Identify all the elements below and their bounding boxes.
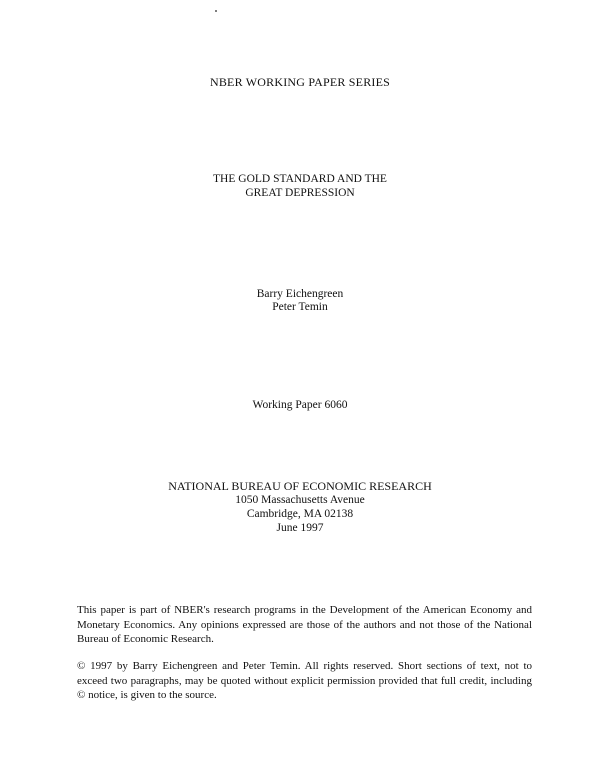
author-name: Barry Eichengreen [256, 288, 344, 300]
program-note: This paper is part of NBER's research programs in the Development of the American Economy and Monetary Economics. Any opinions expressed are those of the authors and not those of the National Bureau of Economic Research. [77, 604, 532, 645]
publisher-address: 1050 Massachusetts Avenue [235, 494, 365, 506]
publisher-city: Cambridge, MA 02138 [246, 508, 354, 520]
author-name: Peter Temin [272, 301, 328, 313]
paper-title-line-1: THE GOLD STANDARD AND THE [213, 173, 387, 185]
scan-speck [215, 10, 217, 12]
copyright-note: © 1997 by Barry Eichengreen and Peter Temin. All rights reserved. Short sections of text, not to exceed two paragraphs, may be quoted without explicit permission provided that full credit, including © notice, is given to the source. [77, 660, 532, 701]
paper-title-line-2: GREAT DEPRESSION [245, 187, 355, 199]
publisher-name: NATIONAL BUREAU OF ECONOMIC RESEARCH [168, 479, 432, 493]
working-paper-number: Working Paper 6060 [252, 399, 348, 411]
publication-date: June 1997 [276, 522, 324, 534]
series-heading: NBER WORKING PAPER SERIES [209, 75, 391, 89]
